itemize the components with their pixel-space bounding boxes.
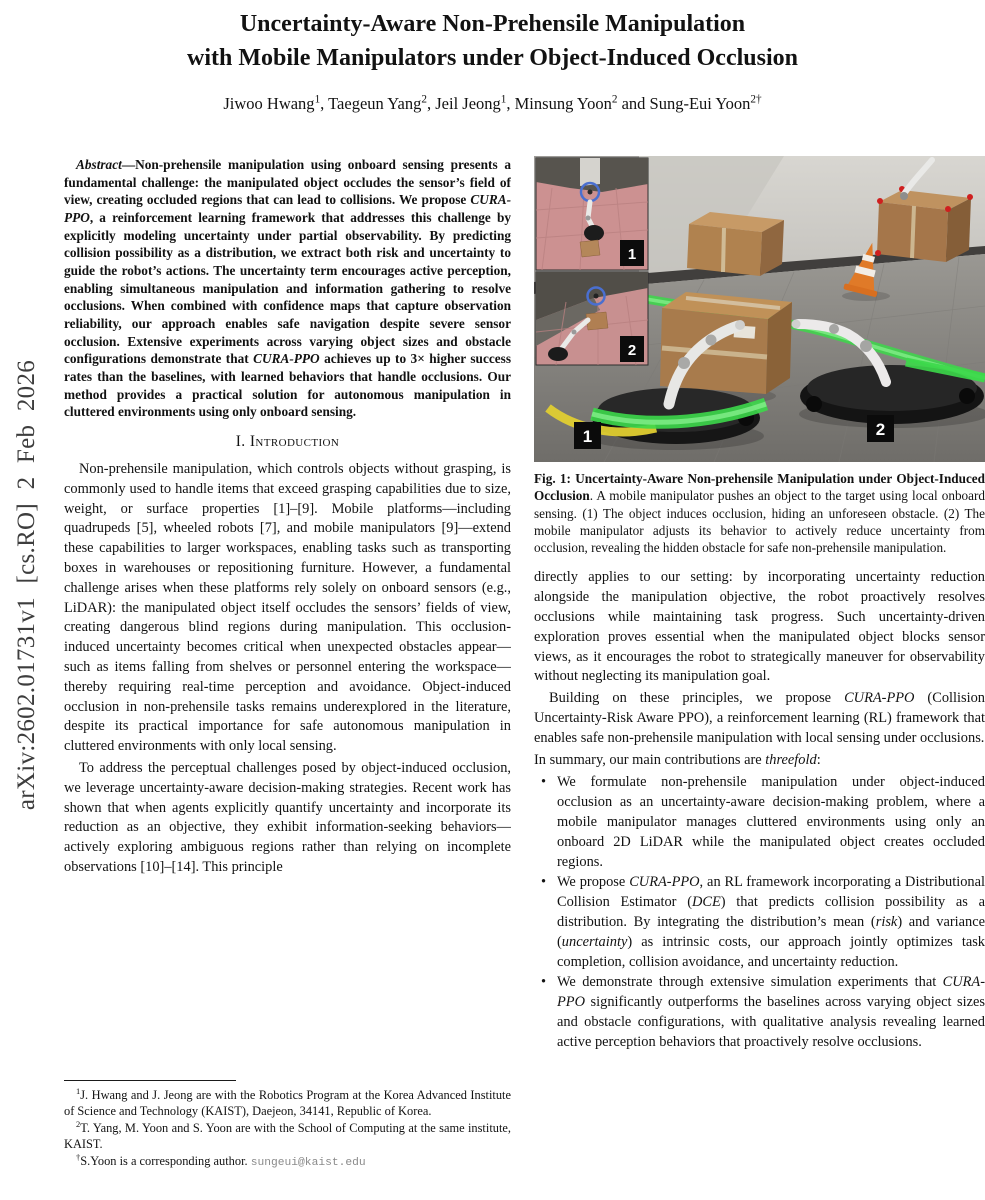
footnote-1: $^1$J. Hwang and J. Jeong are with the Robotics Program at the Korea Advanced Institute of Science and Technology (KAIST), Daejeon, 34141, Republic of Korea. <box>64 1085 511 1119</box>
footnotes <box>64 1080 511 1170</box>
footnote-rule <box>64 1080 236 1081</box>
contribution-item-1: • We formulate non-prehensile manipulation under object-induced occlusion as an uncertainty-aware decision-making problem, where a mobile manipulator manages cluttered environments using only an onboard 2D LiDAR while the manipulated object creates occluded regions. <box>557 773 985 872</box>
paper-title-line1: Uncertainty-Aware Non-Prehensile Manipulation <box>239 11 746 37</box>
cardboard-box-right <box>877 190 971 262</box>
left-column <box>64 156 511 1074</box>
footnote-3 <box>64 1153 511 1171</box>
corresponding-author-email[interactable]: sungeui@kaist.edu <box>250 1156 366 1169</box>
svg-text:1: 1 <box>627 246 637 263</box>
scene-label-2 <box>867 415 894 442</box>
abstract: Abstract—Non-prehensile manipulation using onboard sensing presents a fundamental challenge: the manipulated object occludes the sensor’s field of view, creating occluded regions that can lead to collisions. We propose CURA-PPO, a reinforcement learning framework that addresses this challenge by explicitly modeling uncertainty under partial observability. By predicting collision possibility as a distribution, we extract both risk and uncertainty to guide the robot’s actions. The uncertainty term encourages active perception, enabling simultaneous manipulation and information gathering to resolve occlusions. When combined with confidence maps that capture observation reliability, our approach enables safe navigation despite severe sensor occlusion. Extensive experiments across varying object sizes and obstacle configurations demonstrate that CURA-PPO achieves up to 3× higher success rates than the baselines, with learned behaviors that handle occlusions. Our method provides a practical solution for autonomous manipulation in cluttered environments using only onboard sensing. <box>64 157 511 420</box>
inset-view-1 <box>536 158 648 270</box>
footnote-2: $^2$T. Yang, M. Yoon and S. Yoon are with the School of Computing at the same institute, KAIST. <box>64 1118 511 1152</box>
arxiv-watermark: arXiv:2602.01731v1 [cs.RO] 2 Feb 2026 <box>13 359 40 811</box>
cardboard-box-middle <box>687 212 784 276</box>
svg-text:2: 2 <box>875 420 886 439</box>
svg-text:2: 2 <box>627 342 637 359</box>
inset-view-2 <box>536 272 648 365</box>
figure-1 <box>534 156 985 556</box>
intro-paragraph-2: To address the perceptual challenges posed by object-induced occlusion, we leverage uncertainty-aware decision-making strategies. Recent work has shown that when agents explicitly quantify uncertainty and incorporate its reduction as an objective, they exhibit information-seeking behaviors—actively exploring ambiguous regions rather than relying on incomplete observations [10]–[14]. This principle <box>64 760 511 876</box>
contributions-list <box>534 773 985 1052</box>
right-column <box>534 156 985 1200</box>
intro-paragraph-1: Non-prehensile manipulation, which controls objects without grasping, is commonly used to handle items that exceed grasping capabilities due to size, weight, or surface properties [1]–[9]. Mobile platforms—including quadrupeds [5], wheeled robots [7], and mobile manipulators [9]—extend these capabilities to larger workspaces, enabling tasks such as transporting boxes in warehouses or repositioning furniture. However, a fundamental challenge arises when these platforms rely solely on onboard sensors (e.g., LiDAR): the manipulated object itself occludes the sensors’ fields of view, creating dangerous blind regions during manipulation. This occlusion-induced uncertainty becomes critical when unexpected obstacles appear—such as items falling from shelves or personnel entering the workspace—thereby requiring real-time perception and avoidance. Object-induced occlusion in non-prehensile tasks remains underexplored in the literature, despite its practical importance for safe autonomous manipulation in cluttered environments with only local sensing. <box>64 461 511 755</box>
scene-label-1 <box>574 422 601 449</box>
contributions-lead: In summary, our main contributions are threefold: <box>534 751 821 768</box>
authors-line: Jiwoo Hwang$^1$, Taegeun Yang$^2$, Jeil Jeong$^1$, Minsung Yoon$^2$ and Sung-Eui Yoon$^{2\dagger}$ <box>223 93 762 113</box>
contribution-item-3: • We demonstrate through extensive simulation experiments that CURA-PPO significantly outperforms the baselines across varying object sizes and obstacle configurations, with qualitative analysis revealing learned active perception behaviors that proactively resolve occlusions. <box>557 973 985 1052</box>
contribution-item-2: • We propose CURA-PPO, an RL framework incorporating a Distributional Collision Estimator (DCE) that predicts collision possibility as a distribution. By integrating the distribution’s mean (risk) and variance (uncertainty) as intrinsic costs, our approach jointly optimizes task completion, collision avoidance, and uncertainty reduction. <box>557 873 985 972</box>
svg-text:1: 1 <box>582 427 593 446</box>
figure-1-caption: Fig. 1: Uncertainty-Aware Non-prehensile Manipulation under Object-Induced Occlusion. A mobile manipulator pushes an object to the target using local onboard sensing. (1) The object induces occlusion, hiding an unforeseen obstacle. (2) The mobile manipulator adjusts its behavior to actively reduce uncertainty from occlusion, revealing the hidden obstacle for safe non-prehensile manipulation. <box>534 471 985 556</box>
section-heading-introduction: I. Introduction <box>235 433 340 451</box>
paper-title <box>0 8 985 75</box>
right-paragraph-2: Building on these principles, we propose CURA-PPO (Collision Uncertainty-Risk Aware PPO), a reinforcement learning (RL) framework that enables safe non-prehensile manipulation with local sensing under occlusions. <box>534 690 985 746</box>
figure-1-image <box>534 156 985 462</box>
footnote-3-text: †S.Yoon is a corresponding author. <box>76 1151 251 1168</box>
paper-title-line2: with Mobile Manipulators under Object-Induced Occlusion <box>187 44 798 71</box>
right-paragraph-1: directly applies to our setting: by incorporating uncertainty reduction alongside the manipulation objective, the robot proactively resolves occlusions while maintaining task progress. Such uncertainty-driven exploration proves essential when the manipulated object blocks sensor views, as it encourages the robot to strategically maneuver for observability without neglecting its manipulation goal. <box>534 569 985 685</box>
